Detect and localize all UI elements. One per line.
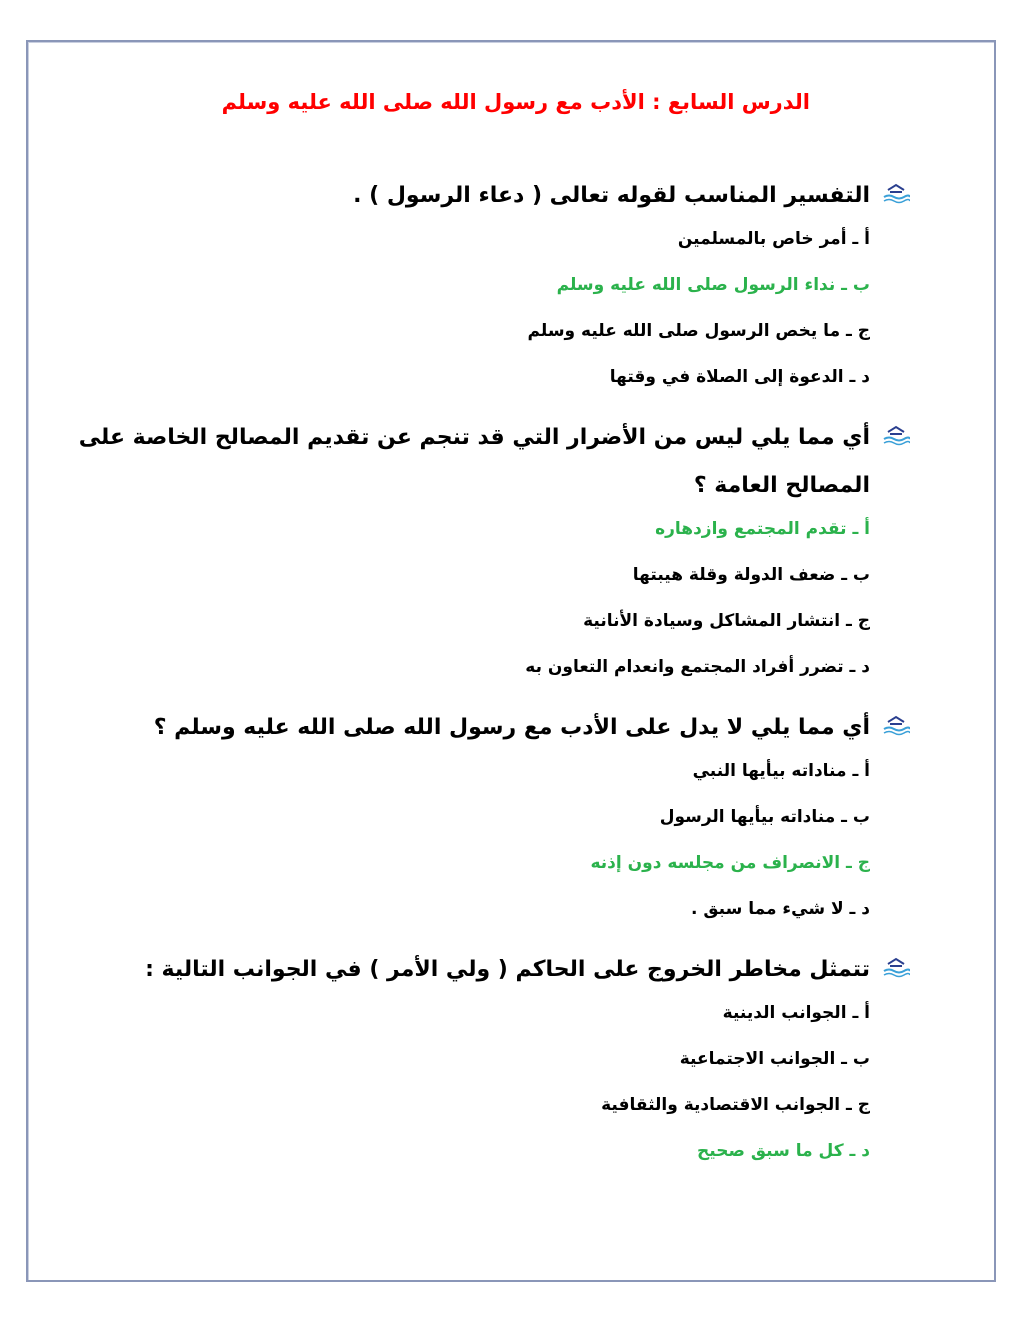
question-4 (60, 946, 870, 1182)
option-d: د ـ الدعوة إلى الصلاة في وقتها (609, 367, 870, 387)
option-a: أ ـ أمر خاص بالمسلمين (677, 229, 870, 249)
option-c: ج ـ الجوانب الاقتصادية والثقافية (601, 1095, 870, 1115)
option-b: ب ـ مناداته بيأيها الرسول (659, 807, 870, 827)
question-1 (60, 172, 870, 408)
option-a-correct: أ ـ تقدم المجتمع وازدهاره (655, 519, 870, 539)
bullet-emblem-icon (882, 956, 910, 978)
question-text: أي مما يلي ليس من الأضرار التي قد تنجم عن تقديم المصالح الخاصة على المصالح العامة ؟ (78, 425, 870, 498)
option-c-correct: ج ـ الانصراف من مجلسه دون إذنه (590, 853, 870, 873)
bullet-emblem-icon (882, 424, 910, 446)
option-c: ج ـ انتشار المشاكل وسيادة الأنانية (583, 611, 870, 631)
option-c: ج ـ ما يخص الرسول صلى الله عليه وسلم (527, 321, 870, 341)
option-a: أ ـ الجوانب الدينية (722, 1003, 870, 1023)
option-b: ب ـ ضعف الدولة وقلة هيبتها (632, 565, 870, 585)
option-b: ب ـ الجوانب الاجتماعية (679, 1049, 870, 1069)
question-text: التفسير المناسب لقوله تعالى ( دعاء الرسول ) . (353, 183, 870, 208)
question-text: أي مما يلي لا يدل على الأدب مع رسول الله صلى الله عليه وسلم ؟ (153, 715, 870, 740)
bullet-emblem-icon (882, 714, 910, 736)
option-d: د ـ لا شيء مما سبق . (690, 899, 870, 919)
lesson-title: الدرس السابع : الأدب مع رسول الله صلى الله عليه وسلم (221, 90, 810, 114)
option-a: أ ـ مناداته بيأيها النبي (692, 761, 870, 781)
document-content (60, 82, 870, 1188)
question-2 (60, 414, 870, 698)
bullet-emblem-icon (882, 182, 910, 204)
option-d-correct: د ـ كل ما سبق صحيح (697, 1141, 870, 1161)
option-b-correct: ب ـ نداء الرسول صلى الله عليه وسلم (556, 275, 870, 295)
question-text: تتمثل مخاطر الخروج على الحاكم ( ولي الأمر ) في الجوانب التالية : (145, 957, 870, 982)
question-3 (60, 704, 870, 940)
option-d: د ـ تضرر أفراد المجتمع وانعدام التعاون به (525, 657, 870, 677)
